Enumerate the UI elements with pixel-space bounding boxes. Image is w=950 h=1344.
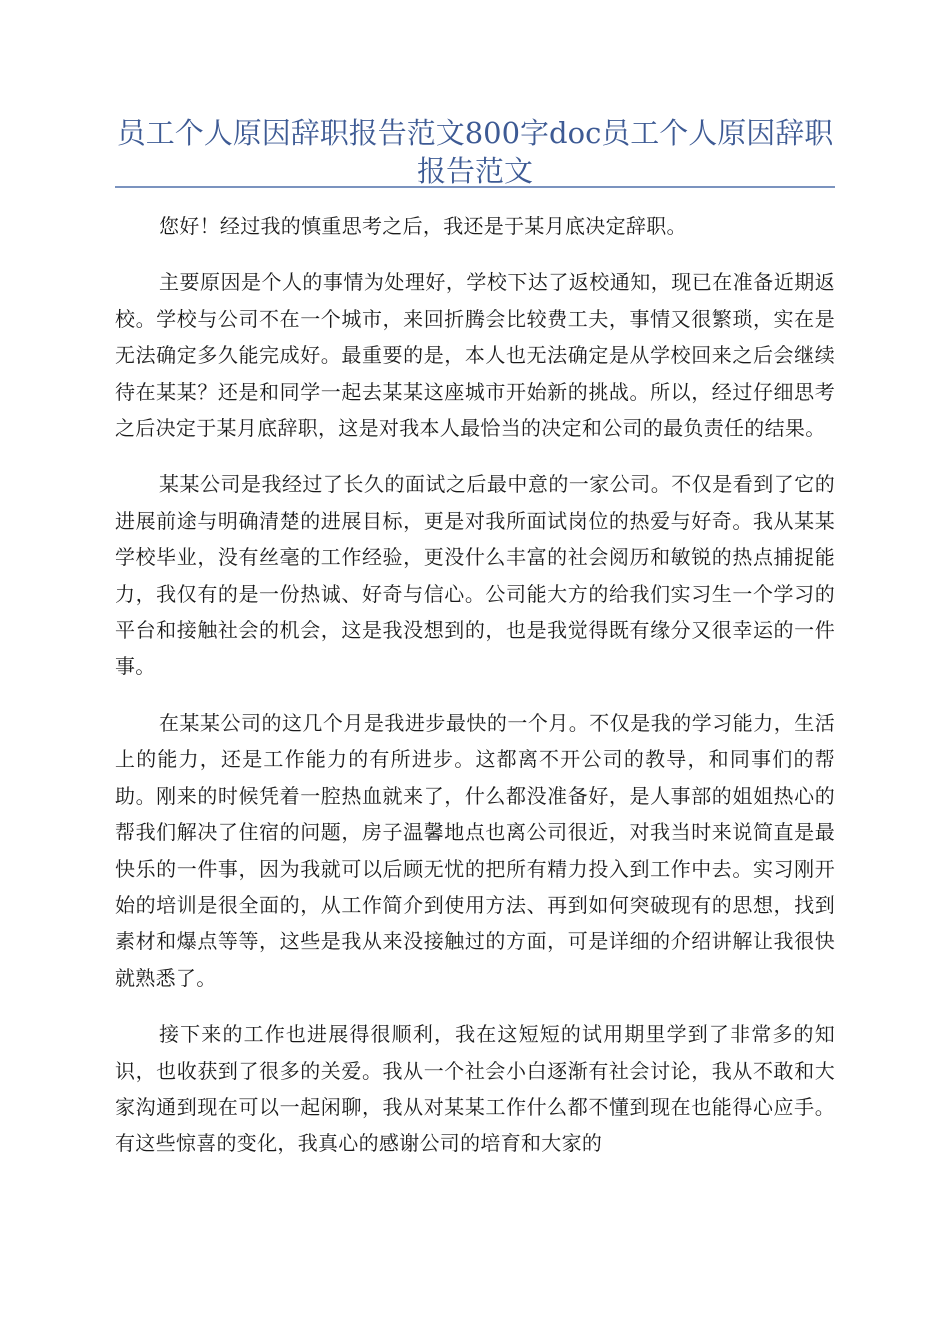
paragraph-greeting: 您好！经过我的慎重思考之后，我还是于某月底决定辞职。	[159, 214, 687, 238]
paragraph-company: 某某公司是我经过了长久的面试之后最中意的一家公司。不仅是看到了它的进展前途与明确清楚的进展目标，更是对我所面试岗位的热爱与好奇。我从某某学校毕业，没有丝毫的工作经验，更没什么丰富的社会阅历和敏锐的热点捕捉能力，我仅有的是一份热诚、好奇与信心。公司能大方的给我们实习生一个学习的平台和接触社会的机会，这是我没想到的，也是我觉得既有缘分又很幸运的一件事。	[115, 472, 835, 679]
title-underline	[115, 186, 835, 188]
paragraph-progress: 在某某公司的这几个月是我进步最快的一个月。不仅是我的学习能力，生活上的能力，还是工作能力的有所进步。这都离不开公司的教导，和同事们的帮助。刚来的时候凭着一腔热血就来了，什么都没准备好，是人事部的姐姐热心的帮我们解决了住宿的问题，房子温馨地点也离公司很近，对我当时来说简直是最快乐的一件事，因为我就可以后顾无忧的把所有精力投入到工作中去。实习刚开始的培训是很全面的，从工作简介到使用方法、再到如何突破现有的思想，找到素材和爆点等等，这些是我从来没接触过的方面，可是详细的介绍讲解让我很快就熟悉了。	[115, 710, 835, 990]
paragraph-reason: 主要原因是个人的事情为处理好，学校下达了返校通知，现已在准备近期返校。学校与公司不在一个城市，来回折腾会比较费工夫，事情又很繁琐，实在是无法确定多久能完成好。最重要的是，本人也无法确定是从学校回来之后会继续待在某某？还是和同学一起去某某这座城市开始新的挑战。所以，经过仔细思考之后决定于某月底辞职，这是对我本人最恰当的决定和公司的最负责任的结果。	[115, 270, 835, 441]
paragraph-gratitude: 接下来的工作也进展得很顺利，我在这短短的试用期里学到了非常多的知识，也收获到了很多的关爱。我从一个社会小白逐渐有社会讨论，我从不敢和大家沟通到现在可以一起闲聊，我从对某某工作什么都不懂到现在也能得心应手。有这些惊喜的变化，我真心的感谢公司的培育和大家的	[115, 1022, 835, 1156]
document-title: 员工个人原因辞职报告范文800字doc员工个人原因辞职报告范文	[116, 116, 834, 188]
document-body	[115, 208, 835, 1182]
